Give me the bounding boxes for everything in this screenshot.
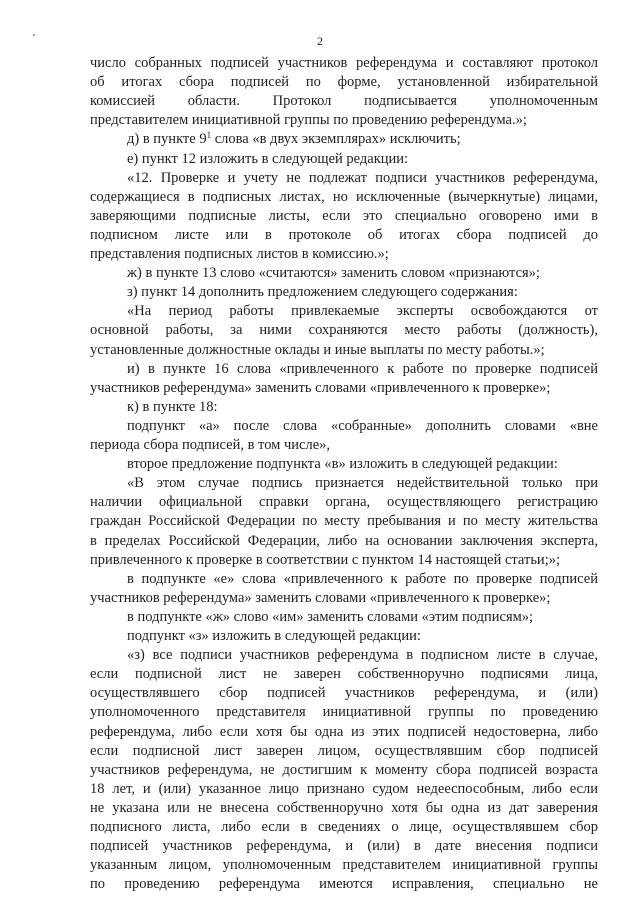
text-line-content: об итогах сбора подписей по форме, установленной избирательной	[90, 74, 598, 91]
text-line-content: з) пункт 14 дополнить предложением следующего содержания:	[127, 284, 518, 301]
text-line-content: если подписной лист не заверен собственноручно подписями лица,	[90, 666, 598, 683]
page-number: 2	[317, 34, 323, 48]
text-line-content: в пределах Российской Федерации, либо на основании заключения эксперта,	[90, 532, 598, 549]
text-line-content: участников референдума» заменить словами «привлеченного к проверке»;	[90, 379, 551, 396]
text-line-content: основной работы, за ними сохраняются место работы (должность),	[90, 322, 598, 339]
text-line-content: «12. Проверке и учету не подлежат подписи участников референдума,	[127, 169, 598, 186]
text-line-content: в подпункте «ж» слово «им» заменить словами «этим подписям»;	[127, 608, 534, 625]
text-line-content: е) пункт 12 изложить в следующей редакции:	[127, 150, 409, 167]
text-line-content: «На период работы привлекаемые эксперты освобождаются от	[127, 303, 598, 320]
text-line-content: установленные должностные оклады и иные выплаты по месту работы.»;	[90, 341, 545, 358]
text-line-content: подписном листе или в протоколе об итогах сбора подписей до	[90, 226, 598, 243]
text-line-content: и) в пункте 16 слова «привлеченного к работе по проверке подписей	[127, 360, 598, 377]
text-line-content: уполномоченного представителя инициативной группы по проведению	[90, 704, 598, 721]
text-line-content: число собранных подписей участников референдума и составляют протокол	[90, 55, 598, 71]
text-line-content: референдума, либо если хотя бы одна из этих подписей недостоверна, либо	[90, 723, 598, 740]
text-line-content: подписей участников референдума, и (или) в дате внесения подписи	[90, 838, 598, 855]
text-line-content: наличии официальной справки органа, осуществляющего регистрацию	[90, 494, 598, 511]
text-line-content: ж) в пункте 13 слово «считаются» заменить словом «признаются»;	[127, 265, 540, 282]
text-line-content: «В этом случае подпись признается недействительной только при	[127, 475, 598, 492]
text-line-continuation: слова «в двух экземплярах» исключить;	[211, 131, 461, 148]
text-line-content: комиссией области. Протокол подписывается уполномоченным	[90, 93, 598, 110]
text-line-content: «з) все подписи участников референдума в подписном листе в случае,	[127, 647, 598, 664]
text-line-content: к) в пункте 18:	[127, 398, 218, 415]
text-line-content: д) в пункте 9	[127, 131, 207, 148]
text-line-content: привлеченного к проверке в соответствии с пунктом 14 настоящей статьи;»;	[90, 551, 561, 568]
text-line-content: по проведению референдума имеются исправления, специально не	[90, 876, 598, 893]
text-line-content: в подпункте «е» слова «привлеченного к работе по проверке подписей	[127, 570, 598, 587]
text-line-content: 18 лет, и (или) указанное лицо признано судом недееспособным, либо если	[90, 780, 598, 797]
text-line-content: указанным лицом, уполномоченным представителем инициативной группы	[90, 857, 598, 874]
text-line-content: представления подписных листов в комиссию.»;	[90, 246, 389, 262]
text-line-content: представителем инициативной группы по проведению референдума.»;	[90, 112, 527, 129]
text-line-content: содержащиеся в подписных листах, но исключенные (вычеркнутые) лицами,	[90, 188, 598, 205]
text-line-content: участников референдума, не достигшим к моменту сбора подписей возраста	[90, 761, 598, 778]
text-line-content: заверяющими подписные листы, если это специально оговорено ими в	[90, 207, 598, 224]
text-line-content: подписного листа, либо если в сведениях о лице, осуществлявшем сбор	[90, 819, 598, 835]
text-line-content: не указана или не внесена собственноручно хотя бы одна из дат заверения	[90, 799, 598, 816]
text-line-content: подпункт «з» изложить в следующей редакции:	[127, 628, 421, 644]
text-line-content: участников референдума» заменить словами «привлеченного к проверке»;	[90, 589, 551, 606]
text-line-content: если подписной лист заверен лицом, осуществлявшим сбор подписей	[90, 742, 598, 759]
text-line-content: периода сбора подписей, в том числе»,	[90, 437, 331, 453]
text-line-content: граждан Российской Федерации по месту пребывания и по месту жительства	[90, 513, 598, 530]
text-line-content: осуществлявшего сбор подписей участников референдума, и (или)	[90, 685, 598, 702]
superscript: 1	[206, 130, 212, 141]
text-line	[90, 873, 598, 895]
text-line-content: второе предложение подпункта «в» изложить в следующей редакции:	[127, 456, 558, 473]
text-line-content: подпункт «а» после слова «собранные» дополнить словами «вне	[127, 417, 598, 434]
